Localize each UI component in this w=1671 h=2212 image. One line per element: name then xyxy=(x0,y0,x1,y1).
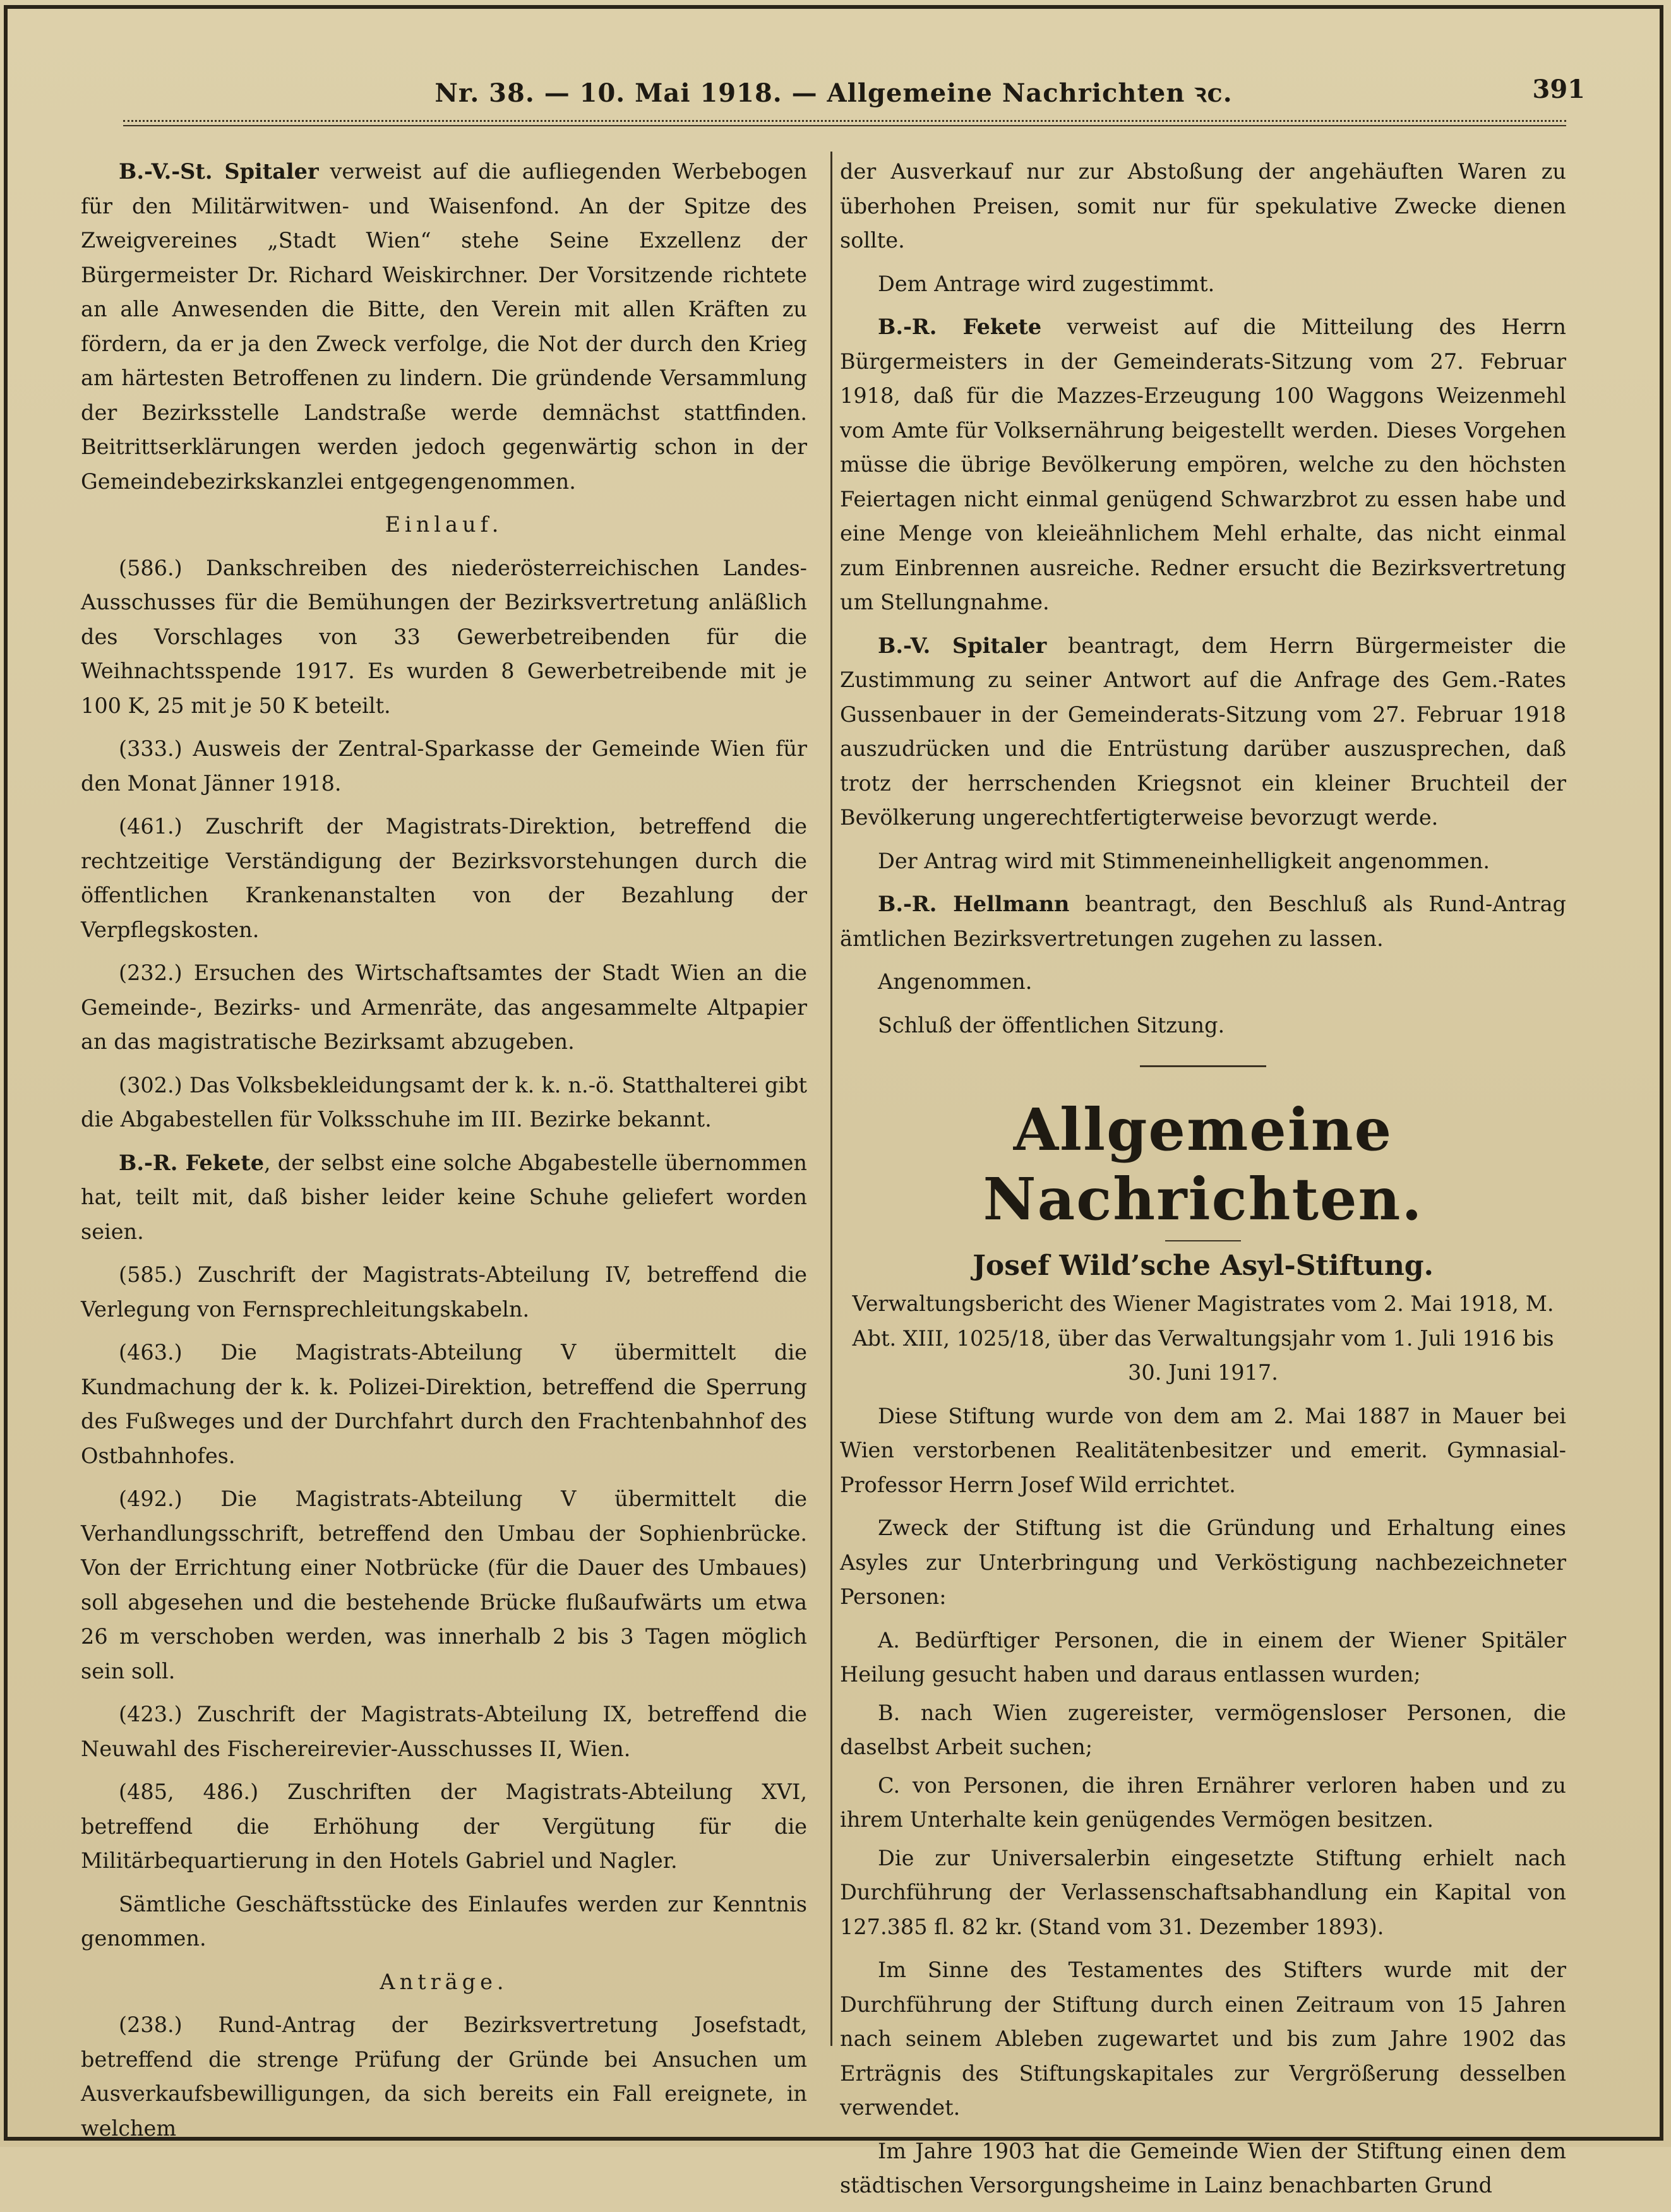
list-item-a: A. Bedürftiger Personen, die in einem der Wiener Spitäler Heilung gesucht haben und daraus entlassen wurden; xyxy=(840,1627,1566,1687)
right-column xyxy=(840,155,1566,2212)
item-461: (461.) Zuschrift der Magistrats-Direktion, betreffend die rechtzeitige Verständigung der Bezirksvorstehungen durch die öffentlichen Krankenanstalten von der Bezahlung der Verpflegskosten. xyxy=(81,814,807,942)
item-586: (586.) Dankschreiben des niederösterreichischen Landes-Ausschusses für die Bemühungen der Bezirksvertretung anläßlich des Vorschlages von 33 Gewerbetreibenden für die Weihnachtsspende 1917. Es wurden 8 Gewerbetreibende mit je 100 K, 25 mit je 50 K beteilt. xyxy=(81,555,807,718)
item-463: (463.) Die Magistrats-Abteilung V übermittelt die Kundmachung der k. k. Polizei-Direktion, betreffend die Sperrung des Fußweges und der Durchfahrt durch den Frachtenbahnhof des Ostbahnhofes. xyxy=(81,1340,807,1468)
paragraph-universalerbin: Die zur Universalerbin eingesetzte Stiftung erhielt nach Durchführung der Verlassenschaftsabhandlung ein Kapital von 127.385 fl. 82 kr. (Stand vom 31. Dezember 1893). xyxy=(840,1845,1566,1939)
item-423: (423.) Zuschrift der Magistrats-Abteilung IX, betreffend die Neuwahl des Fischereirevier-Ausschusses II, Wien. xyxy=(81,1702,807,1761)
item-333: (333.) Ausweis der Zentral-Sparkasse der Gemeinde Wien für den Monat Jänner 1918. xyxy=(81,736,807,796)
list-item-b: B. nach Wien zugereister, vermögensloser Personen, die daselbst Arbeit suchen; xyxy=(840,1700,1566,1759)
paragraph-fekete-mazzes xyxy=(840,310,1566,620)
paragraph-1903: Im Jahre 1903 hat die Gemeinde Wien der Stiftung einen dem städtischen Versorgungsheime in Lainz benachbarten Grund xyxy=(840,2138,1566,2197)
left-column xyxy=(81,155,807,2155)
paragraph-spitaler-werbebogen xyxy=(81,155,807,499)
item-302: (302.) Das Volksbekleidungsamt der k. k. n.-ö. Statthalterei gibt die Abgabestellen für Volksschuhe im III. Bezirke bekannt. xyxy=(81,1072,807,1132)
heading-antraege: Anträge. xyxy=(380,1969,508,1994)
paragraph-testament: Im Sinne des Testamentes des Stifters wurde mit der Durchführung der Stiftung durch einen Zeitraum von 15 Jahren nach seinem Ableben zugewartet und bis zum Jahre 1902 das Erträgnis des Stiftungskapitales zur Vergrößerung desselben verwendet. xyxy=(840,1958,1566,2120)
report-reference: Verwaltungsbericht des Wiener Magistrates vom 2. Mai 1918, M. Abt. XIII, 1025/18, über das Verwaltungsjahr vom 1. Juli 1916 bis 30. Juni 1917. xyxy=(852,1291,1554,1385)
paragraph-zweck: Zweck der Stiftung ist die Gründung und Erhaltung eines Asyles zur Unterbringung und Verköstigung nachbezeichneter Personen: xyxy=(840,1516,1566,1609)
paragraph-text: beantragt, den Beschluß als Rund-Antrag ämtlichen Bezirksvertretungen zugehen zu lassen. xyxy=(840,892,1566,951)
paragraph-text: beantragt, dem Herrn Bürgermeister die Zustimmung zu seiner Antwort auf die Anfrage des Gem.-Rates Gussenbauer in der Gemeinderats-Sitzung vom 27. Februar 1918 auszudrücken und die Entrüstung darüber auszusprechen, daß trotz der herrschenden Kriegsnot ein kleiner Bruchteil der Bevölkerung ungerechtfertigterweise bevorzugt werde. xyxy=(840,633,1566,830)
subsection-title: Josef Wild’sche Asyl-Stiftung. xyxy=(973,1250,1434,1282)
item-238: (238.) Rund-Antrag der Bezirksvertretung Josefstadt, betreffend die strenge Prüfung der Gründe bei Ansuchen um Ausverkaufsbewilligungen, da sich bereits ein Fall ereignete, in welchem xyxy=(81,2012,807,2141)
speaker-name: B.-V.-St. Spitaler xyxy=(119,159,319,184)
paragraph-text: , der selbst eine solche Abgabestelle übernommen hat, teilt mit, daß bisher leider keine Schuhe geliefert worden seien. xyxy=(81,1150,807,1244)
title-rule xyxy=(1165,1240,1241,1241)
column-divider xyxy=(830,152,832,2046)
paragraph-stiftung: Diese Stiftung wurde von dem am 2. Mai 1887 in Mauer bei Wien verstorbenen Realitätenbesitzer und emerit. Gymnasial-Professor Herrn Josef Wild errichtet. xyxy=(840,1403,1566,1497)
header-rule xyxy=(123,120,1566,126)
paragraph-spitaler-antrag xyxy=(840,629,1566,835)
paragraph-text: verweist auf die Mitteilung des Herrn Bürgermeisters in der Gemeinderats-Sitzung vom 27. Februar 1918, daß für die Mazzes-Erzeugung 100 Waggons Weizenmehl vom Amte für Volksernährung beigestellt werden. Dieses Vorgehen müsse die übrige Bevölkerung empören, welche zu den höchsten Feiertagen nicht einmal genügend Schwarzbrot zu essen habe und eine Menge von kleieähnlichem Mehl erhalte, das nicht einmal zum Einbrennen ausreiche. Redner ersucht die Bezirksvertretung um Stellungnahme. xyxy=(840,314,1566,614)
item-492: (492.) Die Magistrats-Abteilung V übermittelt die Verhandlungsschrift, betreffend den Umbau der Sophienbrücke. Von der Errichtung einer Notbrücke (für die Dauer des Umbaues) soll abgesehen und die bestehende Brücke flußaufwärts um etwa 26 m verschoben werden, was innerhalb 2 bis 3 Tagen möglich sein soll. xyxy=(81,1486,807,1683)
paragraph-schluss: Schluß der öffentlichen Sitzung. xyxy=(878,1012,1225,1037)
paragraph-ausverkauf-cont: der Ausverkauf nur zur Abstoßung der angehäuften Waren zu überhohen Preisen, somit nur für spekulative Zwecke dienen sollte. xyxy=(840,159,1566,253)
paragraph-zugestimmt: Dem Antrage wird zugestimmt. xyxy=(878,271,1215,296)
paragraph-einhellig: Der Antrag wird mit Stimmeneinhelligkeit angenommen. xyxy=(878,848,1490,873)
heading-einlauf: Einlauf. xyxy=(385,512,503,537)
running-header xyxy=(82,75,1585,119)
section-divider xyxy=(1140,1065,1266,1067)
item-232: (232.) Ersuchen des Wirtschaftsamtes der Stadt Wien an die Gemeinde-, Bezirks- und Armenräte, das angesammelte Altpapier an das magistratische Bezirksamt abzugeben. xyxy=(81,960,807,1054)
speaker-name: B.-R. Hellmann xyxy=(878,892,1070,916)
item-485-486: (485, 486.) Zuschriften der Magistrats-Abteilung XVI, betreffend die Erhöhung der Vergütung für die Militärbequartierung in den Hotels Gabriel und Nagler. xyxy=(81,1779,807,1873)
speaker-name: B.-R. Fekete xyxy=(878,314,1042,339)
paragraph-fekete-schuhe xyxy=(81,1146,807,1250)
header-title: Nr. 38. — 10. Mai 1918. — Allgemeine Nachrichten ꝛc. xyxy=(434,78,1233,108)
list-item-c: C. von Personen, die ihren Ernährer verloren haben und zu ihrem Unterhalte kein genügendes Vermögen besitzen. xyxy=(840,1773,1566,1832)
paragraph-angenommen: Angenommen. xyxy=(878,969,1033,994)
section-title: Allgemeine Nachrichten. xyxy=(983,1096,1423,1233)
speaker-name: B.-V. Spitaler xyxy=(878,633,1047,658)
item-585: (585.) Zuschrift der Magistrats-Abteilung IV, betreffend die Verlegung von Fernsprechleitungskabeln. xyxy=(81,1262,807,1322)
speaker-name: B.-R. Fekete xyxy=(119,1150,265,1175)
paragraph-text: verweist auf die aufliegenden Werbebogen für den Militärwitwen- und Waisenfond. An der Spitze des Zweigvereines „Stadt Wien“ stehe Seine Exzellenz der Bürgermeister Dr. Richard Weiskirchner. Der Vorsitzende richtete an alle Anwesenden die Bitte, den Verein mit allen Kräften zu fördern, da er ja den Zweck verfolge, die Not der durch den Krieg am härtesten Betroffenen zu lindern. Die gründende Versammlung der Bezirksstelle Landstraße werde demnächst stattfinden. Beitrittserklärungen werden jedoch gegenwärtig schon in der Gemeindebezirkskanzlei entgegengenommen. xyxy=(81,159,807,494)
page-number: 391 xyxy=(1532,75,1585,104)
paragraph-saemtliche: Sämtliche Geschäftsstücke des Einlaufes werden zur Kenntnis genommen. xyxy=(81,1891,807,1951)
paragraph-hellmann xyxy=(840,887,1566,956)
